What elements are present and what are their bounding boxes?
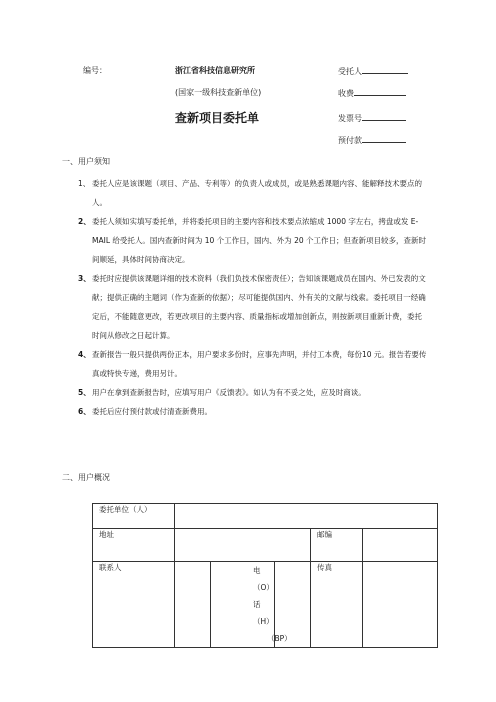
- contact-row: [93, 562, 438, 648]
- invoice-blank[interactable]: [362, 112, 406, 121]
- notice-item-2: [78, 212, 427, 269]
- notice-item-5-number: 5、: [78, 388, 91, 397]
- client-unit-label: 委托单位（人）: [93, 504, 175, 529]
- invoice-field: [338, 112, 406, 124]
- client-unit-value-cell[interactable]: [175, 504, 438, 529]
- institute-note: (国家一级科技查新单位): [175, 88, 262, 97]
- invoice-label: 发票号: [338, 114, 362, 123]
- prepayment-field: [338, 134, 406, 146]
- notice-item-3-number: 3、: [78, 274, 91, 283]
- notice-item-5-text: 用户在拿到查新报告时，应填写用户《反馈表》。如认为有不妥之处，应及时商谈。: [92, 388, 366, 397]
- phone-pager-label: （BP）: [267, 634, 292, 643]
- user-overview-table: [92, 503, 438, 648]
- fax-value-cell[interactable]: [363, 562, 438, 648]
- fee-label: 收费: [338, 89, 354, 98]
- address-value-cell[interactable]: [175, 529, 311, 562]
- institute-name: 浙江省科技信息研究所: [175, 66, 255, 75]
- notice-item-1: [78, 174, 427, 212]
- fee-field: [338, 87, 406, 99]
- prepayment-label: 预付款: [338, 136, 362, 145]
- fee-blank[interactable]: [354, 87, 406, 96]
- notice-item-2-text: 委托人须如实填写委托单，并将委托项目的主要内容和技术要点浓缩成 1000 字左右，拷盘或发 E-MAIL 给受托人。国内查新时间为 10 个工作日，国内、外为 20 个工作日；但查新项目较多，查新时间顺延，具体时间协商决定。: [92, 217, 426, 264]
- notice-item-6-number: 6、: [78, 407, 91, 416]
- serial-number-label: 编号：: [83, 66, 107, 75]
- phone-home-label: 话 （H）: [253, 600, 274, 626]
- address-row: [93, 529, 438, 562]
- postcode-value-cell[interactable]: [363, 529, 438, 562]
- postcode-label: 邮编: [311, 529, 363, 562]
- address-label: 地址: [93, 529, 175, 562]
- section-user-notice-title: 一、用户须知: [62, 157, 110, 166]
- notice-item-1-number: 1、: [78, 179, 91, 188]
- prepayment-blank[interactable]: [362, 134, 406, 143]
- form-title: 查新项目委托单: [175, 111, 260, 125]
- notice-item-3: [78, 269, 427, 345]
- notice-item-4: [78, 345, 427, 383]
- notice-item-6: [78, 402, 427, 421]
- notice-item-4-number: 4、: [78, 350, 91, 359]
- contact-value-cell[interactable]: [175, 562, 211, 648]
- notice-item-6-text: 委托后应付预付款或付清查新费用。: [92, 407, 212, 416]
- contact-label: 联系人: [93, 562, 175, 648]
- notice-item-1-text: 委托人应是该课题（项目、产品、专利等）的负责人或成员，或是熟悉课题内容、能解释技术要点的人。: [92, 179, 422, 207]
- client-unit-row: [93, 504, 438, 529]
- trustee-field: [338, 65, 408, 77]
- notice-item-5: [78, 383, 427, 402]
- trustee-label: 受托人: [338, 67, 362, 76]
- notice-item-4-text: 查新报告一般只提供两份正本，用户要求多份时，应事先声明，并付工本费，每份10 元。报告若要传真或特快专递，费用另计。: [92, 350, 427, 378]
- section-user-overview-title: 二、用户概况: [62, 473, 110, 482]
- notice-item-3-text: 委托时应提供该课题详细的技术资料（我们负技术保密责任）；告知该课题成员在国内、外已发表的文献；提供正确的主题词（作为查新的依据）；尽可能提供国内、外有关的文献与线索。委托项目一经确定后，不能随意更改，若更改项目的主要内容、质量指标或增加创新点，则按新项目重新计费，委托时间从修改之日起计算。: [92, 274, 426, 340]
- fax-label: 传真: [311, 562, 363, 648]
- notice-item-2-number: 2、: [78, 217, 91, 226]
- trustee-blank[interactable]: [362, 65, 408, 74]
- phone-label: [211, 562, 292, 648]
- phone-office-label: 电（O）: [253, 566, 274, 592]
